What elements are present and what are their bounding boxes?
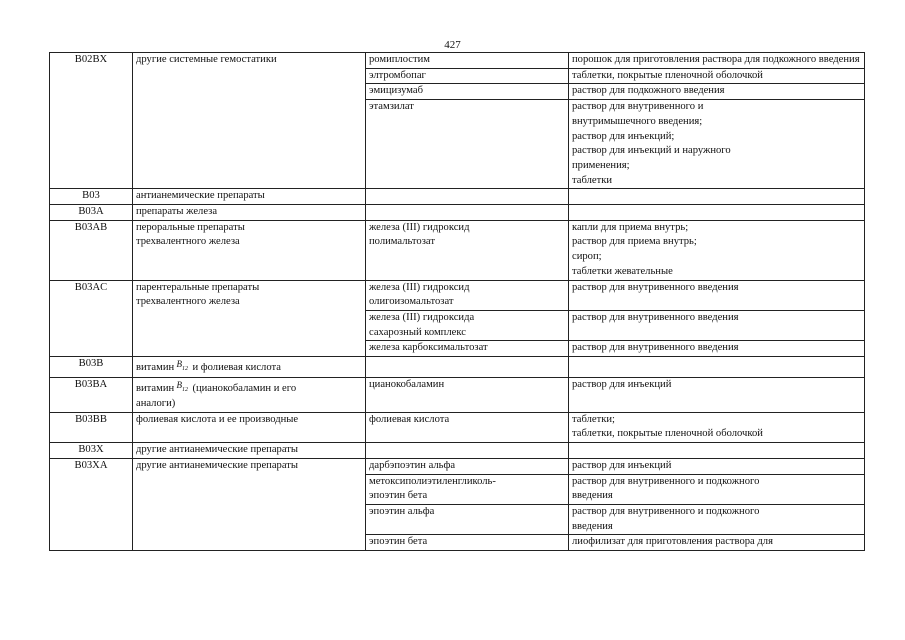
atc-code-cell: B03XA	[50, 458, 133, 550]
drug-classification-table	[49, 52, 865, 551]
anatomical-group-cell: другие антианемические препараты	[133, 443, 366, 459]
anatomical-group-cell	[133, 357, 366, 378]
dosage-form-cell: капли для приема внутрь; раствор для приема внутрь; сироп; таблетки жевательные	[569, 220, 865, 280]
substance-name-cell: эмицизумаб	[366, 84, 569, 100]
dosage-form-cell: раствор для внутривенного введения	[569, 341, 865, 357]
substance-name-cell: эпоэтин альфа	[366, 504, 569, 534]
table-row	[50, 205, 865, 221]
page-number: 427	[444, 39, 461, 51]
substance-name-cell: этамзилат	[366, 100, 569, 189]
vitamin-b12-symbol: B12	[174, 379, 188, 393]
table-row	[50, 443, 865, 459]
dosage-form-cell: раствор для подкожного введения	[569, 84, 865, 100]
anatomical-group-cell: фолиевая кислота и ее производные	[133, 412, 366, 442]
atc-code-cell: B02BX	[50, 53, 133, 189]
substance-name-cell: элтромбопаг	[366, 68, 569, 84]
dosage-form-cell: таблетки, покрытые пленочной оболочкой	[569, 68, 865, 84]
vitamin-b12-symbol: B12	[174, 359, 188, 372]
dosage-form-cell	[569, 443, 865, 459]
substance-name-cell: дарбэпоэтин альфа	[366, 458, 569, 474]
anatomical-group-cell: другие системные гемостатики	[133, 53, 366, 189]
group-text-prefix: витамин	[136, 382, 175, 394]
table-row	[50, 280, 865, 310]
dosage-form-cell: раствор для внутривенного и внутримышечного введения; раствор для инъекций; раствор для инъекций и наружного применения; таблетки	[569, 100, 865, 189]
substance-name-cell	[366, 205, 569, 221]
dosage-form-cell: раствор для внутривенного введения	[569, 310, 865, 340]
table-row	[50, 189, 865, 205]
substance-name-cell: железа (III) гидроксид полимальтозат	[366, 220, 569, 280]
dosage-form-cell: раствор для внутривенного и подкожного введения	[569, 504, 865, 534]
dosage-form-cell	[569, 205, 865, 221]
atc-code-cell: B03AC	[50, 280, 133, 357]
table-row	[50, 53, 865, 69]
dosage-form-cell: лиофилизат для приготовления раствора для	[569, 535, 865, 551]
dosage-form-cell: таблетки; таблетки, покрытые пленочной оболочкой	[569, 412, 865, 442]
atc-code-cell: B03BA	[50, 377, 133, 412]
dosage-form-cell: раствор для инъекций	[569, 458, 865, 474]
anatomical-group-cell	[133, 377, 366, 412]
atc-code-cell: B03	[50, 189, 133, 205]
substance-name-cell: железа (III) гидроксид олигоизомальтозат	[366, 280, 569, 310]
group-text-prefix: витамин	[136, 362, 175, 374]
substance-name-cell	[366, 189, 569, 205]
dosage-form-cell	[569, 357, 865, 378]
substance-name-cell: эпоэтин бета	[366, 535, 569, 551]
substance-name-cell: ромиплостим	[366, 53, 569, 69]
anatomical-group-cell: антианемические препараты	[133, 189, 366, 205]
substance-name-cell: метоксиполиэтиленгликоль- эпоэтин бета	[366, 474, 569, 504]
anatomical-group-cell: пероральные препараты трехвалентного железа	[133, 220, 366, 280]
anatomical-group-cell: препараты железа	[133, 205, 366, 221]
atc-code-cell: B03X	[50, 443, 133, 459]
substance-name-cell	[366, 443, 569, 459]
atc-code-cell: B03A	[50, 205, 133, 221]
table-row	[50, 357, 865, 378]
table-row	[50, 412, 865, 442]
table-row	[50, 220, 865, 280]
substance-name-cell: железа (III) гидроксида сахарозный комплекс	[366, 310, 569, 340]
anatomical-group-cell: парентеральные препараты трехвалентного железа	[133, 280, 366, 357]
atc-code-cell: B03B	[50, 357, 133, 378]
atc-code-cell: B03AB	[50, 220, 133, 280]
dosage-form-cell: раствор для внутривенного введения	[569, 280, 865, 310]
atc-code-cell: B03BB	[50, 412, 133, 442]
substance-name-cell: цианокобаламин	[366, 377, 569, 412]
dosage-form-cell: раствор для инъекций	[569, 377, 865, 412]
anatomical-group-cell: другие антианемические препараты	[133, 458, 366, 550]
substance-name-cell: фолиевая кислота	[366, 412, 569, 442]
table-row	[50, 377, 865, 412]
dosage-form-cell: порошок для приготовления раствора для подкожного введения	[569, 53, 865, 69]
table-row	[50, 458, 865, 474]
substance-name-cell: железа карбоксимальтозат	[366, 341, 569, 357]
substance-name-cell	[366, 357, 569, 378]
dosage-form-cell	[569, 189, 865, 205]
dosage-form-cell: раствор для внутривенного и подкожного введения	[569, 474, 865, 504]
group-text-suffix: (цианокобаламин и его аналоги)	[136, 382, 297, 410]
group-text-suffix: и фолиевая кислота	[192, 362, 281, 374]
